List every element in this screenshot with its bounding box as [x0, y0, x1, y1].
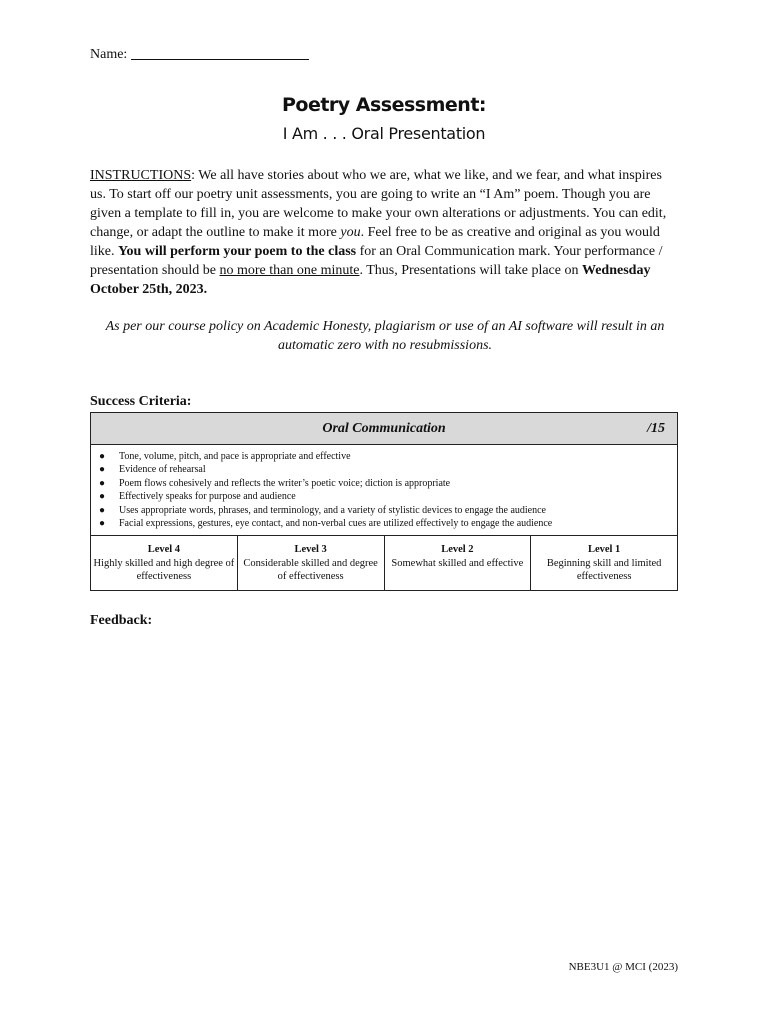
rubric-header [91, 413, 677, 445]
bullet-icon: ● [99, 518, 106, 530]
page-title: Poetry Assessment: [281, 94, 487, 116]
instructions-date: Wednesday October 25th, 2023. [90, 263, 651, 297]
level-title: Level 1 [587, 544, 621, 556]
instructions-perform: You will perform your poem to the class [118, 244, 357, 259]
name-blank-line [131, 45, 309, 60]
criteria-item [99, 477, 677, 490]
level-description: Somewhat skilled and effective [391, 557, 524, 569]
criteria-text: Tone, volume, pitch, and pace is appropriate and effective [119, 451, 351, 462]
criteria-item [99, 450, 677, 463]
levels-row [91, 536, 677, 590]
bullet-icon: ● [99, 504, 106, 516]
bullet-icon: ● [99, 491, 106, 503]
criteria-text: Evidence of rehearsal [119, 464, 206, 476]
bullet-icon: ● [99, 464, 106, 476]
criteria-text: Poem flows cohesively and reflects the writer’s poetic voice; diction is appropriate [119, 477, 451, 489]
rubric-table [90, 412, 678, 591]
criteria-item [99, 463, 677, 476]
instructions-you: you [340, 225, 361, 240]
level-description: Highly skilled and high degree of effectiveness [93, 557, 235, 583]
level-3-cell [238, 536, 385, 590]
level-title: Level 3 [294, 544, 327, 556]
level-title: Level 4 [147, 544, 181, 556]
instructions-text-1: : We all have stories about who we are, what we like, and we fear, and what inspires us. To start off our poetry unit assessments, you are going to write an “I Am” poem. Though you are given a template to fill in, you are welcome to make your own alterations or adjustments. You can edit, change, or adapt the outline to make it more [90, 168, 667, 240]
instructions-label: INSTRUCTIONS [90, 168, 192, 183]
rubric-title: Oral Communication [322, 421, 446, 436]
level-4-cell [91, 536, 238, 590]
success-criteria-label: Success Criteria: [90, 394, 192, 409]
instructions-text-4: . Thus, Presentations will take place on [359, 263, 582, 278]
criteria-item [99, 504, 677, 517]
level-title: Level 2 [441, 544, 474, 556]
feedback-label: Feedback: [90, 613, 153, 628]
rubric-total-mark: /15 [647, 421, 665, 436]
criteria-item [99, 490, 677, 503]
level-2-cell [385, 536, 532, 590]
page-footer: NBE3U1 @ MCI (2023) [568, 961, 678, 973]
level-description: Considerable skilled and degree of effectiveness [243, 557, 378, 583]
bullet-icon: ● [99, 477, 106, 489]
criteria-list [91, 445, 677, 536]
criteria-text: Facial expressions, gestures, eye contact, and non-verbal cues are utilized effectively to engage the audience [119, 518, 553, 530]
criteria-item [99, 517, 677, 530]
name-label: Name: [90, 47, 128, 62]
criteria-text: Effectively speaks for purpose and audience [119, 491, 296, 503]
academic-honesty-note: As per our course policy on Academic Honesty, plagiarism or use of an AI software will result in an automatic zero with no resubmissions. [105, 319, 665, 353]
criteria-text: Uses appropriate words, phrases, and terminology, and a variety of stylistic devices to engage the audience [119, 504, 546, 516]
level-1-cell [531, 536, 677, 590]
instructions-time-limit: no more than one minute [219, 263, 360, 278]
level-description: Beginning skill and limited effectiveness [546, 557, 662, 583]
instructions-text-3: for an Oral Communication mark. Your performance / presentation should be [90, 244, 663, 278]
instructions-paragraph [90, 166, 680, 299]
name-field [90, 45, 309, 63]
instructions-text-2: . Feel free to be as creative and original as you would like. [90, 225, 660, 259]
page-subtitle: I Am . . . Oral Presentation [282, 124, 486, 143]
bullet-icon: ● [99, 451, 106, 462]
